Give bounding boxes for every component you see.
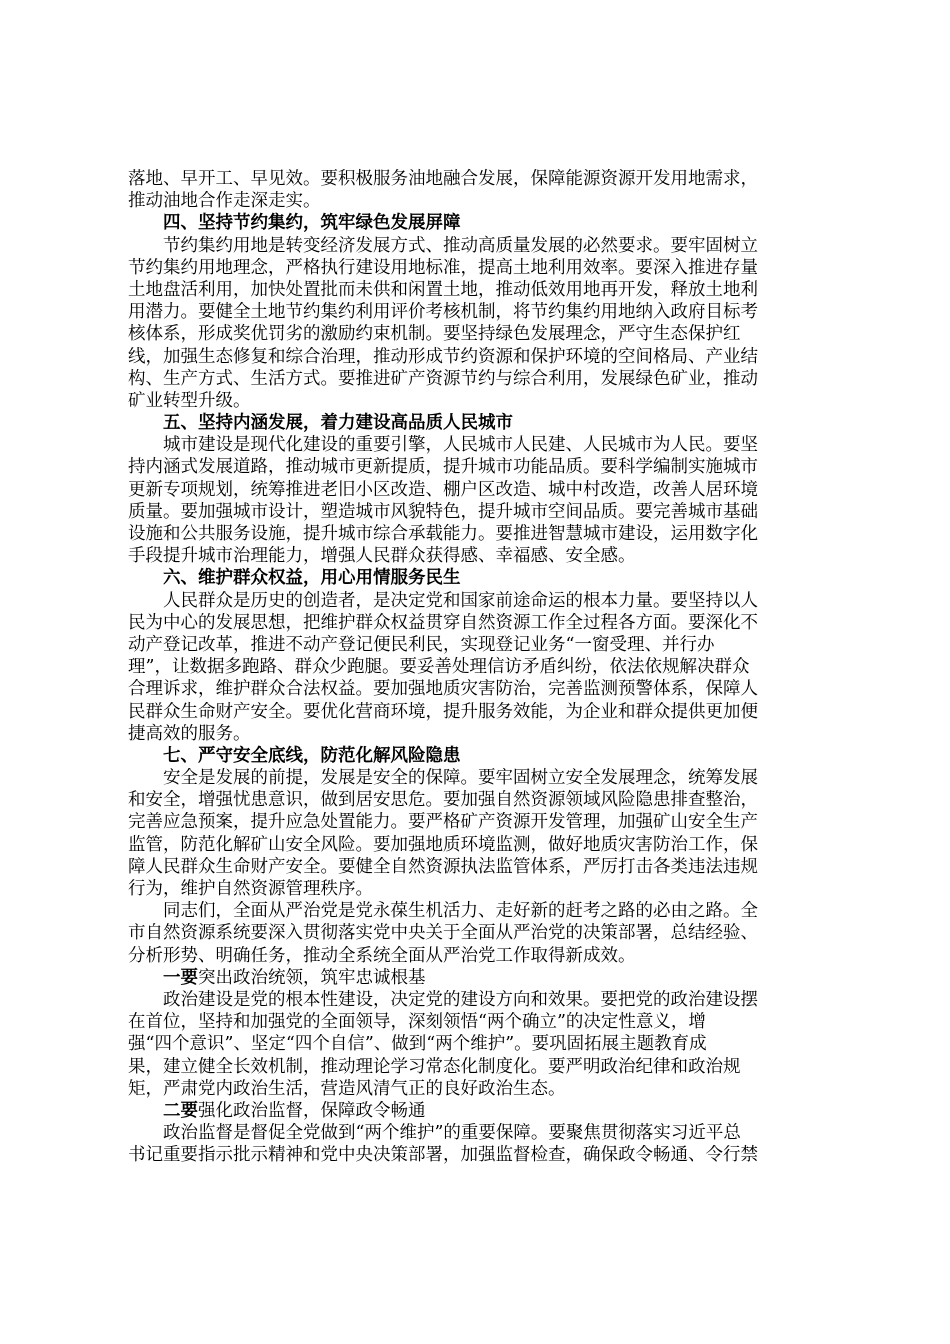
paragraph-line: 推动油地合作走深走实。 <box>128 191 321 212</box>
paragraph-line: 动产登记改革，推进不动产登记便民利民，实现登记业务“一窗受理、并行办 <box>128 634 715 655</box>
paragraph-line: 节约集约用地理念，严格执行建设用地标准，提高土地利用效率。要深入推进存量 <box>128 257 758 278</box>
paragraph-line: 城市建设是现代化建设的重要引擎，人民城市人民建、人民城市为人民。要坚 <box>163 435 758 456</box>
paragraph-line: 合理诉求，维护群众合法权益。要加强地质灾害防治，完善监测预警体系，保障人 <box>128 679 758 700</box>
paragraph-line: 构、生产方式、生活方式。要推进矿产资源节约与综合利用，发展绿色矿业，推动 <box>128 368 758 389</box>
paragraph-line: 持内涵式发展道路，推动城市更新提质，提升城市功能品质。要科学编制实施城市 <box>128 457 758 478</box>
paragraph-line: 在首位，坚持和加强党的全面领导，深刻领悟“两个确立”的决定性意义，增 <box>128 1012 706 1033</box>
paragraph-line: 同志们，全面从严治党是党永葆生机活力、走好新的赶考之路的必由之路。全 <box>163 901 758 922</box>
subheading-line <box>128 967 825 989</box>
paragraph-line: 更新专项规划，统筹推进老旧小区改造、棚户区改造、城中村改造，改善人居环境 <box>128 479 758 500</box>
paragraph-line: 政治建设是党的根本性建设，决定党的建设方向和效果。要把党的政治建设摆 <box>163 989 758 1010</box>
subheading-text: 突出政治统领，筑牢忠诚根基 <box>198 967 426 988</box>
paragraph-line: 和安全，增强忧患意识，做到居安思危。要加强自然资源领域风险隐患排查整治， <box>128 790 758 811</box>
paragraph-line: 理”，让数据多跑路、群众少跑腿。要妥善处理信访矛盾纠纷，依法依规解决群众 <box>128 657 750 678</box>
section-heading: 四、坚持节约集约，筑牢绿色发展屏障 <box>163 213 461 234</box>
paragraph-line: 手段提升城市治理能力，增强人民群众获得感、幸福感、安全感。 <box>128 546 636 567</box>
paragraph-line: 障人民群众生命财产安全。要健全自然资源执法监管体系，严厉打击各类违法违规 <box>128 856 758 877</box>
paragraph-line: 矩，严肃党内政治生活，营造风清气正的良好政治生态。 <box>128 1078 566 1099</box>
paragraph-line: 矿业转型升级。 <box>128 390 251 411</box>
subheading-line <box>128 1100 825 1122</box>
subheading-text: 强化政治监督，保障政令畅通 <box>198 1100 426 1121</box>
section-heading: 五、坚持内涵发展，着力建设高品质人民城市 <box>163 413 513 434</box>
paragraph-line: 民群众生命财产安全。要优化营商环境，提升服务效能，为企业和群众提供更加便 <box>128 701 758 722</box>
subheading-lead: 二要 <box>163 1100 198 1121</box>
paragraph-line: 落地、早开工、早见效。要积极服务油地融合发展，保障能源资源开发用地需求， <box>128 169 758 189</box>
paragraph-line: 人民群众是历史的创造者，是决定党和国家前途命运的根本力量。要坚持以人 <box>163 590 758 611</box>
paragraph-line: 分析形势、明确任务，推动全系统全面从严治党工作取得新成效。 <box>128 945 636 966</box>
paragraph-line: 核体系，形成奖优罚劣的激励约束机制。要坚持绿色发展理念，严守生态保护红 <box>128 324 741 345</box>
paragraph-line: 市自然资源系统要深入贯彻落实党中央关于全面从严治党的决策部署，总结经验、 <box>128 923 758 944</box>
paragraph-line: 土地盘活利用，加快处置批而未供和闲置土地，推动低效用地再开发，释放土地利 <box>128 279 758 300</box>
paragraph-line: 设施和公共服务设施，提升城市综合承载能力。要推进智慧城市建设，运用数字化 <box>128 524 758 544</box>
subheading-lead: 一要 <box>163 967 198 988</box>
document-body <box>128 168 825 1166</box>
section-heading: 七、严守安全底线，防范化解风险隐患 <box>163 745 461 766</box>
paragraph-line: 监管，防范化解矿山安全风险。要加强地质环境监测，做好地质灾害防治工作，保 <box>128 834 758 855</box>
paragraph-line: 书记重要指示批示精神和党中央决策部署，加强监督检查，确保政令畅通、令行禁 <box>128 1145 758 1166</box>
paragraph-line: 果，建立健全长效机制，推动理论学习常态化制度化。要严明政治纪律和政治规 <box>128 1056 741 1077</box>
paragraph-line: 捷高效的服务。 <box>128 723 251 744</box>
paragraph-line: 政治监督是督促全党做到“两个维护”的重要保障。要聚焦贯彻落实习近平总 <box>163 1123 741 1144</box>
paragraph-line: 完善应急预案，提升应急处置能力。要严格矿产资源开发管理，加强矿山安全生产 <box>128 812 758 833</box>
paragraph-line: 安全是发展的前提，发展是安全的保障。要牢固树立安全发展理念，统筹发展 <box>163 768 758 789</box>
paragraph-line: 节约集约用地是转变经济发展方式、推动高质量发展的必然要求。要牢固树立 <box>163 235 758 256</box>
section-heading: 六、维护群众权益，用心用情服务民生 <box>163 568 461 589</box>
paragraph-line: 行为，维护自然资源管理秩序。 <box>128 879 373 899</box>
paragraph-line: 质量。要加强城市设计，塑造城市风貌特色，提升城市空间品质。要完善城市基础 <box>128 501 758 522</box>
paragraph-line: 线，加强生态修复和综合治理，推动形成节约资源和保护环境的空间格局、产业结 <box>128 346 758 367</box>
paragraph-line: 用潜力。要健全土地节约集约利用评价考核机制，将节约集约用地纳入政府目标考 <box>128 302 758 323</box>
paragraph-line: 强“四个意识”、坚定“四个自信”、做到“两个维护”。要巩固拓展主题教育成 <box>128 1034 707 1055</box>
paragraph-line: 民为中心的发展思想，把维护群众权益贯穿自然资源工作全过程各方面。要深化不 <box>128 612 758 633</box>
